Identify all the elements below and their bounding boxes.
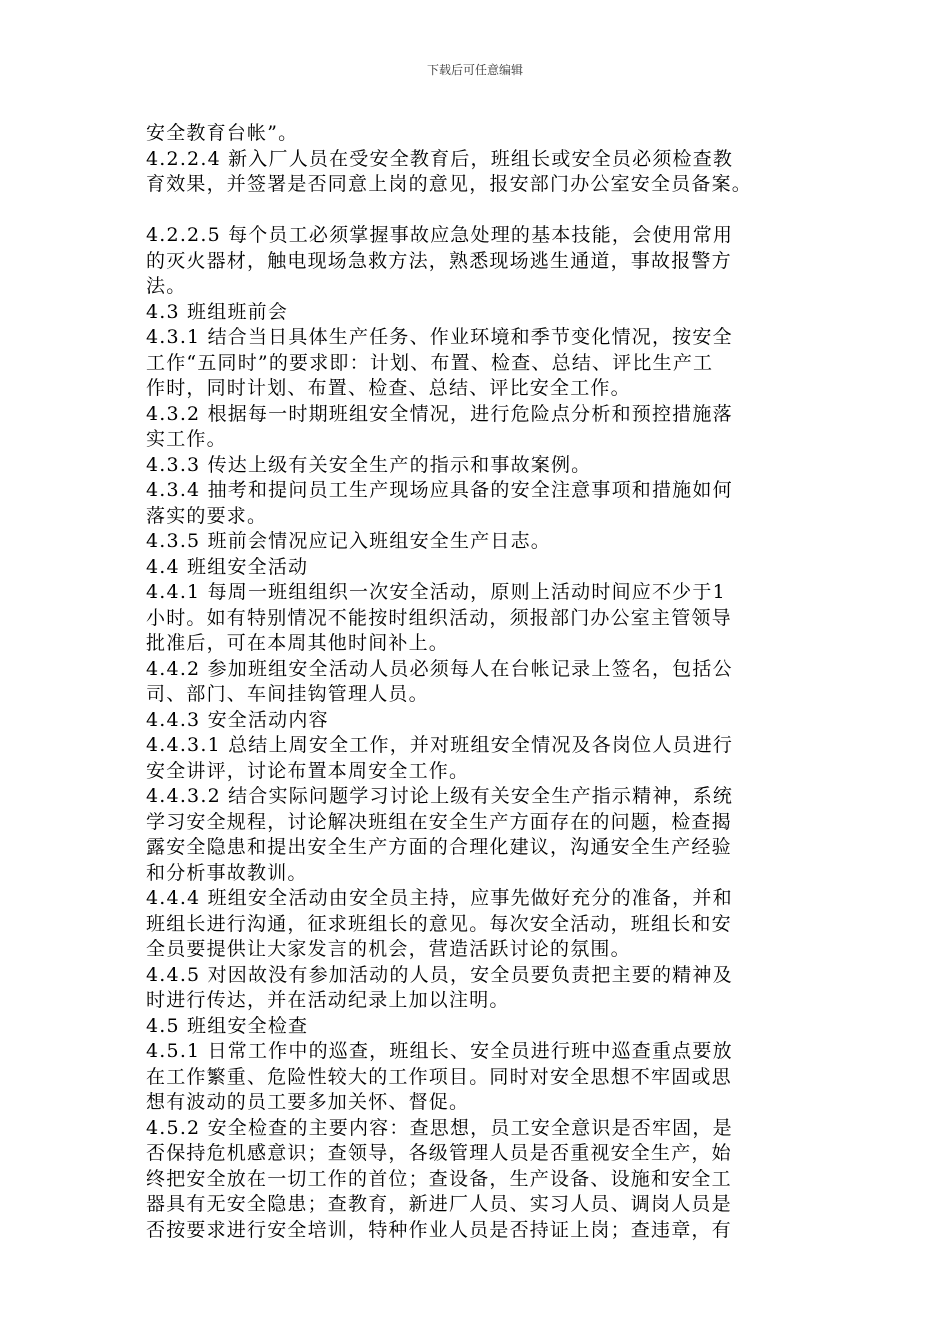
- text-line: 法。: [146, 275, 187, 297]
- text-line: 4.3.3 传达上级有关安全生产的指示和事故案例。: [146, 453, 592, 476]
- text-line: 批准后，可在本周其他时间补上。: [146, 632, 450, 654]
- text-line: 落实的要求。: [146, 504, 268, 527]
- text-line: 4.4.4 班组安全活动由安全员主持，应事先做好充分的准备，并和: [146, 887, 733, 909]
- text-line: 4.3.5 班前会情况应记入班组安全生产日志。: [146, 530, 551, 552]
- text-line: 4.5 班组安全检查: [146, 1014, 309, 1037]
- text-line: 4.3 班组班前会: [146, 300, 289, 323]
- text-line: 想有波动的员工要多加关怀、督促。: [146, 1091, 470, 1113]
- text-line: 安全教育台帐”。: [146, 122, 299, 144]
- text-line: 4.3.2 根据每一时期班组安全情况，进行危险点分析和预控措施落: [146, 402, 733, 425]
- text-line: 育效果，并签署是否同意上岗的意见，报安部门办公室安全员备案。: [146, 173, 753, 195]
- text-line: 4.5.2 安全检查的主要内容：查思想，员工安全意识是否牢固，是: [146, 1116, 733, 1139]
- text-line: 实工作。: [146, 428, 227, 450]
- text-line: 4.4.3.1 总结上周安全工作，并对班组安全情况及各岗位人员进行: [146, 734, 734, 756]
- text-line: 全员要提供让大家发言的机会，营造活跃讨论的氛围。: [146, 938, 631, 960]
- text-line: 器具有无安全隐患；查教育，新进厂人员、实习人员、调岗人员是: [146, 1193, 732, 1215]
- text-line: 4.5.1 日常工作中的巡查，班组长、安全员进行班中巡查重点要放: [146, 1040, 733, 1062]
- text-line: 工作“五同时”的要求即：计划、布置、检查、总结、评比生产工: [146, 351, 714, 374]
- text-line: 4.4.5 对因故没有参加活动的人员，安全员要负责把主要的精神及: [146, 963, 733, 986]
- text-line: 4.4.2 参加班组安全活动人员必须每人在台帐记录上签名，包括公: [146, 657, 733, 680]
- text-line: 4.4.1 每周一班组组织一次安全活动，原则上活动时间应不少于1: [146, 581, 726, 603]
- text-line: 4.3.4 抽考和提问员工生产现场应具备的安全注意事项和措施如何: [146, 479, 733, 501]
- text-line: 班组长进行沟通，征求班组长的意见。每次安全活动，班组长和安: [146, 912, 732, 935]
- page-header: 下载后可任意编辑: [426, 63, 523, 77]
- text-line: 小时。如有特别情况不能按时组织活动，须报部门办公室主管领导: [146, 606, 732, 629]
- text-line: 露安全隐患和提出安全生产方面的合理化建议，沟通安全生产经验: [146, 836, 732, 858]
- text-line: 终把安全放在一切工作的首位；查设备，生产设备、设施和安全工: [146, 1167, 732, 1190]
- text-line: 和分析事故教训。: [146, 861, 308, 884]
- text-line: 4.4 班组安全活动: [146, 555, 309, 578]
- text-line: 4.4.3.2 结合实际问题学习讨论上级有关安全生产指示精神，系统: [146, 785, 734, 807]
- text-line: 安全讲评，讨论布置本周安全工作。: [146, 759, 470, 782]
- text-line: 4.3.1 结合当日具体生产任务、作业环境和季节变化情况，按安全: [146, 326, 733, 348]
- document-body: [146, 121, 826, 1243]
- text-line: [146, 198, 826, 224]
- text-line: 否保持危机感意识；查领导，各级管理人员是否重视安全生产，始: [146, 1142, 732, 1164]
- text-line: 学习安全规程，讨论解决班组在安全生产方面存在的问题，检查揭: [146, 810, 732, 833]
- text-line: 在工作繁重、危险性较大的工作项目。同时对安全思想不牢固或思: [146, 1065, 732, 1088]
- text-line: 时进行传达，并在活动纪录上加以注明。: [146, 989, 510, 1011]
- text-line: 司、部门、车间挂钩管理人员。: [146, 683, 429, 705]
- text-line: 4.2.2.5 每个员工必须掌握事故应急处理的基本技能，会使用常用: [146, 224, 734, 246]
- text-line: 4.4.3 安全活动内容: [146, 708, 329, 731]
- text-line: 的灭火器材，触电现场急救方法，熟悉现场逃生通道，事故报警方: [146, 249, 732, 272]
- text-line: 4.2.2.4 新入厂人员在受安全教育后，班组长或安全员必须检查教: [146, 147, 734, 170]
- text-line: 作时，同时计划、布置、检查、总结、评比安全工作。: [146, 377, 631, 399]
- text-line: 否按要求进行安全培训，特种作业人员是否持证上岗；查违章，有: [146, 1218, 732, 1241]
